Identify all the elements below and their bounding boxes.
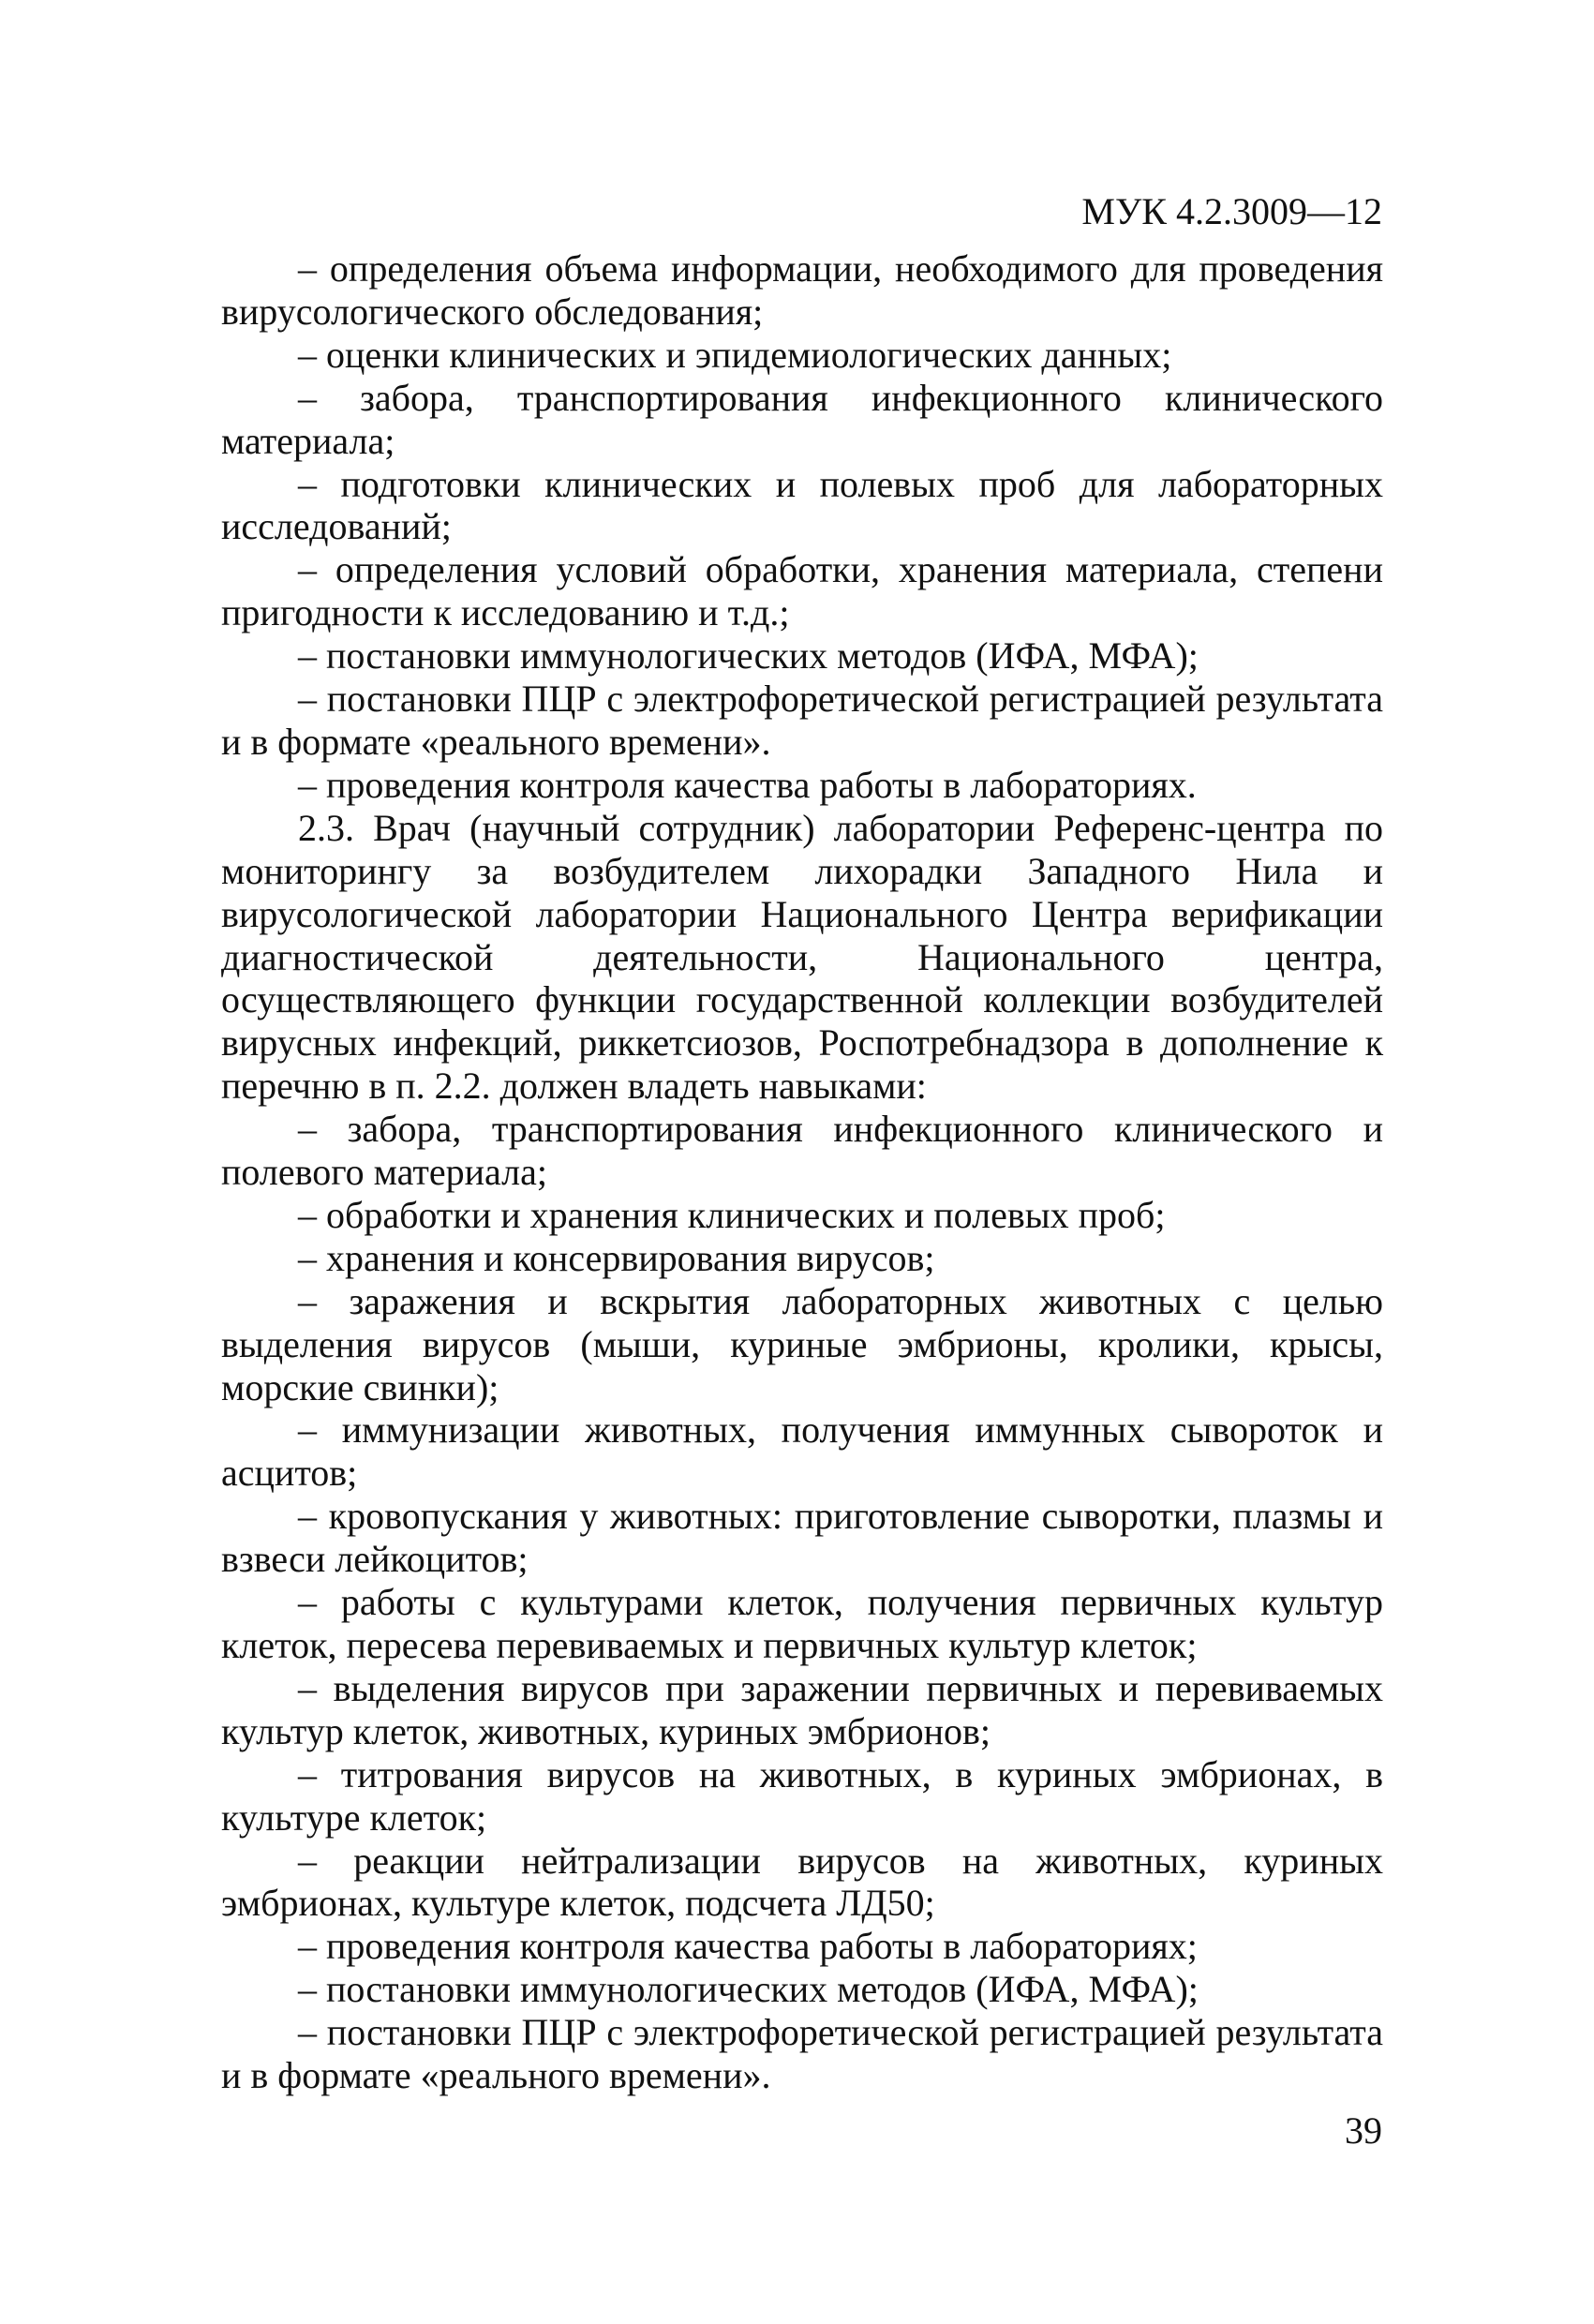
section-paragraph-2-3: 2.3. Врач (научный сотрудник) лаборатории Референс-центра по мониторингу за возбудителем лихорадки Западного Нила и вирусологической лаборатории Национального Центра верификации диагностической деятельности, Национального центра, осуществляющего функции государственной коллекции возбудителей вирусных инфекций, риккетсиозов, Роспотребнадзора в дополнение к перечню в п. 2.2. должен владеть навыками: [221,806,1383,1108]
document-code-header: МУК 4.2.3009—12 [1081,190,1382,232]
list-item: – постановки ПЦР с электрофоретической регистрацией результата и в формате «реального времени». [221,678,1383,763]
list-item: – постановки ПЦР с электрофоретической регистрацией результата и в формате «реального времени». [221,2011,1383,2097]
list-item: – оценки клинических и эпидемиологических данных; [298,333,1172,376]
list-item: – определения объема информации, необходимого для проведения вирусологического обследования; [221,247,1383,333]
list-item: – реакции нейтрализации вирусов на животных, куриных эмбрионах, культуре клеток, подсчета ЛД50; [221,1839,1383,1925]
body-text [221,247,1383,2097]
list-item: – проведения контроля качества работы в лабораториях. [298,763,1197,806]
list-item: – хранения и консервирования вирусов; [298,1236,935,1279]
list-item: – постановки иммунологических методов (ИФА, МФА); [298,634,1199,678]
list-item: – проведения контроля качества работы в лабораториях; [298,1925,1198,1968]
list-item: – заражения и вскрытия лабораторных животных с целью выделения вирусов (мыши, куриные эмбрионы, кролики, крысы, морские свинки); [221,1279,1383,1408]
list-item: – забора, транспортирования инфекционного клинического материала; [221,376,1383,462]
list-item: – постановки иммунологических методов (ИФА, МФА); [298,1968,1199,2011]
list-item: – забора, транспортирования инфекционного клинического и полевого материала; [221,1108,1383,1194]
list-item: – иммунизации животных, получения иммунных сывороток и асцитов; [221,1408,1383,1495]
list-item: – работы с культурами клеток, получения первичных культур клеток, пересева перевиваемых и первичных культур клеток; [221,1581,1383,1666]
list-item: – кровопускания у животных: приготовление сыворотки, плазмы и взвеси лейкоцитов; [221,1495,1383,1581]
page-number: 39 [1345,2109,1382,2152]
list-item: – определения условий обработки, хранения материала, степени пригодности к исследованию и т.д.; [221,548,1383,634]
list-item: – обработки и хранения клинических и полевых проб; [298,1193,1166,1236]
list-item: – выделения вирусов при заражении первичных и перевиваемых культур клеток, животных, куриных эмбрионов; [221,1666,1383,1752]
list-item: – титрования вирусов на животных, в куриных эмбрионах, в культуре клеток; [221,1752,1383,1839]
list-item: – подготовки клинических и полевых проб для лабораторных исследований; [221,462,1383,548]
